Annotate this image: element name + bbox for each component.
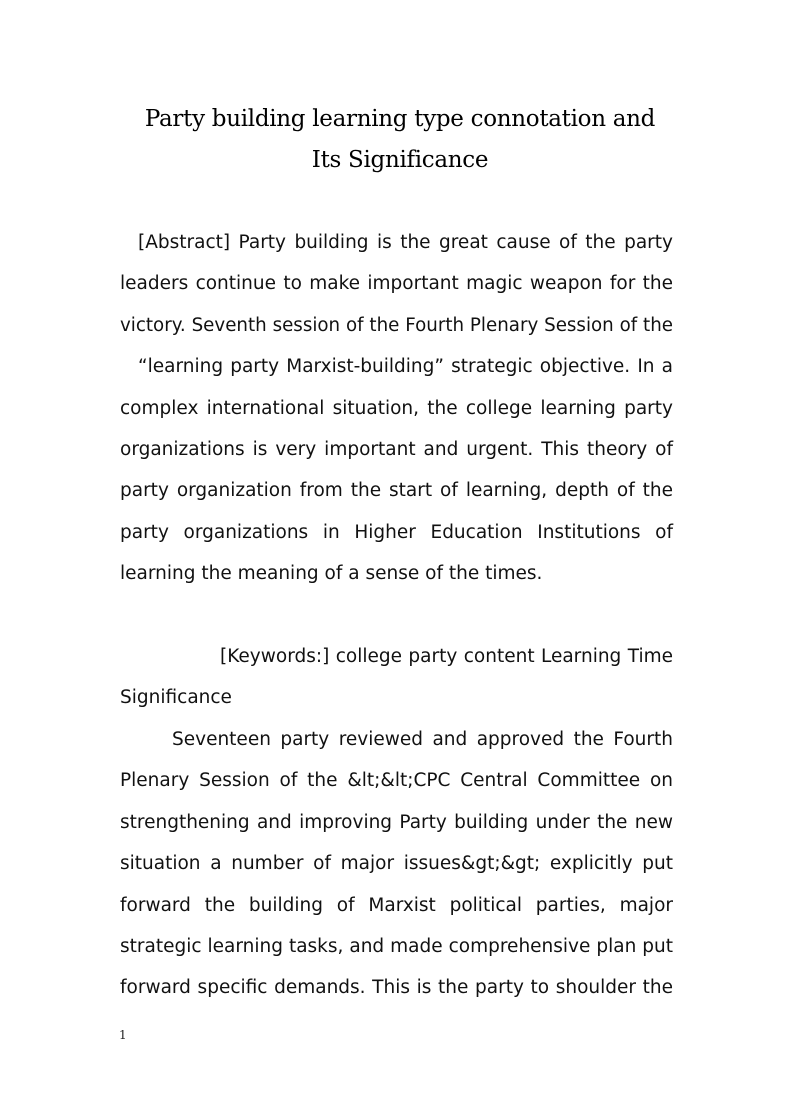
title-line-2: Its Significance bbox=[311, 147, 489, 173]
title-line-1: Party building learning type connotation and bbox=[144, 106, 656, 132]
abstract-line: learning the meaning of a sense of the times. bbox=[120, 563, 543, 585]
paragraph-line: situation a number of major issues&gt;&gt; explicitly put bbox=[120, 853, 673, 875]
paragraph-line: strategic learning tasks, and made comprehensive plan put bbox=[120, 935, 673, 957]
body-paragraph bbox=[120, 719, 673, 1009]
paragraph-line: Plenary Session of the &lt;&lt;CPC Central Committee on bbox=[120, 770, 673, 792]
abstract-line: party organizations in Higher Education Institutions of bbox=[120, 521, 673, 543]
abstract-line: complex international situation, the college learning party bbox=[120, 397, 673, 419]
abstract-line: party organization from the start of learning, depth of the bbox=[120, 480, 673, 502]
document-title bbox=[120, 99, 680, 181]
abstract-line: victory. Seventh session of the Fourth Plenary Session of the bbox=[120, 314, 673, 336]
abstract-line: leaders continue to make important magic weapon for the bbox=[120, 273, 673, 295]
paragraph-line: strengthening and improving Party building under the new bbox=[120, 811, 673, 833]
keywords-line: [Keywords:] college party content Learning Time bbox=[220, 646, 673, 667]
abstract-line: organizations is very important and urgent. This theory of bbox=[120, 438, 673, 460]
paragraph-line: forward specific demands. This is the party to shoulder the bbox=[120, 977, 673, 999]
abstract-line: “learning party Marxist-building” strategic objective. In a bbox=[138, 356, 673, 378]
keywords-paragraph bbox=[120, 636, 673, 719]
page-number: 1 bbox=[119, 1028, 127, 1042]
abstract-paragraph bbox=[120, 222, 673, 595]
keywords-line: Significance bbox=[120, 687, 232, 709]
paragraph-line: forward the building of Marxist political parties, major bbox=[120, 894, 673, 916]
paragraph-line: Seventeen party reviewed and approved the Fourth bbox=[172, 729, 673, 750]
abstract-line: [Abstract] Party building is the great cause of the party bbox=[138, 232, 673, 253]
